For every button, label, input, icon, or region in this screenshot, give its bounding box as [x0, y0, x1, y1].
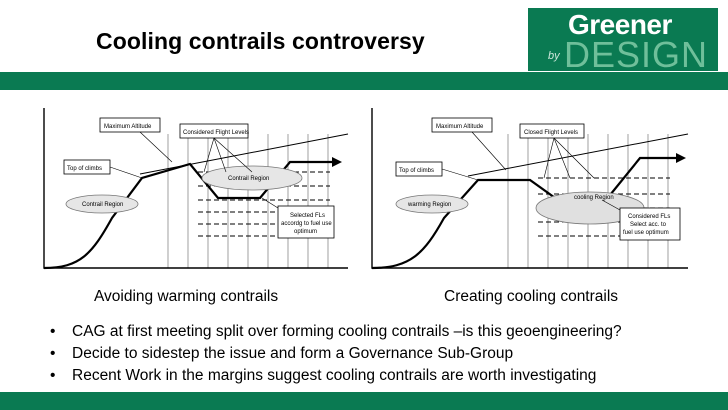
bullet-item: • Decide to sidestep the issue and form a Governance Sub-Group [50, 344, 622, 366]
considered-fls-line3: fuel use optimum [623, 230, 669, 236]
warming-region-label: warming Region [408, 202, 452, 208]
lower-region-label: Contrail Region [82, 202, 124, 208]
logo-design-text: DESIGN [564, 34, 709, 71]
top-of-climb-pointer [110, 167, 142, 178]
max-altitude-label: Maximum Altitude [104, 124, 152, 130]
selected-fls-line3: optimum [294, 229, 318, 235]
right-flight-diagram [358, 96, 696, 276]
max-altitude-label: Maximum Altitude [436, 124, 484, 130]
max-altitude-pointer [472, 132, 506, 170]
vertical-grid [168, 134, 328, 268]
logo-by-text: by [548, 50, 560, 62]
selected-fls-line1: Selected FLs [290, 213, 326, 219]
top-accent-bar [0, 72, 728, 90]
logo-greener-text: Greener [568, 9, 672, 40]
max-altitude-pointer [140, 132, 172, 162]
considered-fls-line1: Considered FLs [628, 214, 671, 220]
selected-fls-line2: accordg to fuel use [281, 221, 332, 227]
flight-levels-label: Considered Flight Levels [183, 130, 250, 136]
bottom-accent-bar [0, 392, 728, 410]
bullet-list [50, 322, 622, 388]
bullet-item: • CAG at first meeting split over forming cooling contrails –is this geoengineering? [50, 322, 622, 344]
top-of-climb-pointer [442, 169, 478, 180]
left-diagram-caption: Avoiding warming contrails [94, 288, 279, 305]
bullet-item: • Recent Work in the margins suggest cooling contrails are worth investigating [50, 366, 622, 388]
left-flight-diagram [30, 96, 360, 276]
max-altitude-line [468, 134, 688, 176]
right-diagram-caption: Creating cooling contrails [444, 288, 619, 305]
closed-levels-label: Closed Flight Levels [524, 130, 579, 136]
selected-fls-pointer [262, 198, 278, 208]
upper-region-label: Contrail Region [228, 176, 270, 182]
top-of-climb-label: Top of climbs [67, 166, 103, 172]
cooling-region-label: cooling Region [574, 195, 614, 201]
considered-fls-line2: Select acc. to [630, 222, 667, 228]
levels-pointers [544, 138, 594, 178]
slide-title: Cooling contrails controversy [96, 28, 425, 54]
top-of-climb-label: Top of climbs [399, 168, 435, 174]
flight-path-arrowhead [332, 157, 342, 167]
greener-design-logo [528, 8, 718, 71]
flight-path-arrowhead [676, 153, 686, 163]
